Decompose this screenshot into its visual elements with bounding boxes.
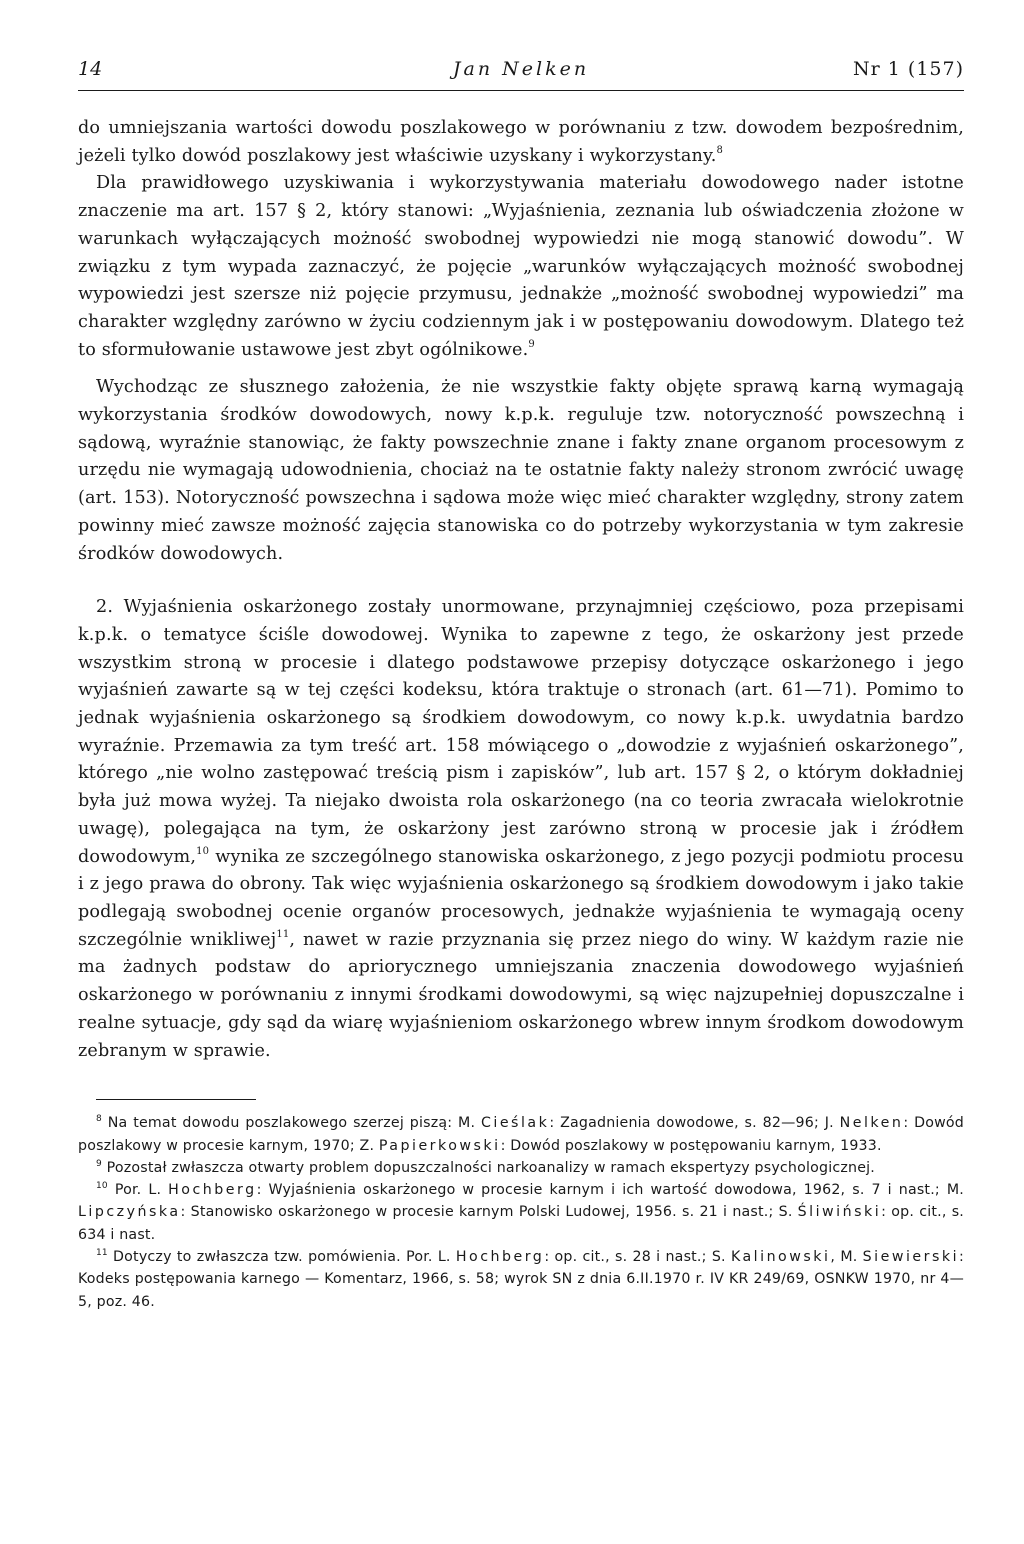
footnote-11	[78, 1246, 964, 1313]
footnote-8-text: : Dowód poszlakowy w postępowaniu karnym, 1933.	[500, 1137, 882, 1154]
footnote-8-author-2: Nelken	[839, 1115, 904, 1132]
header-rule	[78, 90, 964, 91]
footnote-11-text: : Kodeks postępowania karnego — Komentarz, 1966, s. 58; wyrok SN z dnia 6.II.1970 r. IV KR 249/69, OSNKW 1970, nr 4—5, poz. 46.	[78, 1248, 964, 1310]
footnote-8-author-1: Cieślak	[480, 1115, 550, 1132]
footnotes	[78, 1112, 964, 1313]
footnote-10	[78, 1179, 964, 1246]
footnote-9	[78, 1157, 964, 1179]
footnote-8-text: Na temat dowodu poszlakowego szerzej piszą: M.	[101, 1115, 481, 1132]
paragraph-4-text-b: wynika ze szczególnego stanowiska oskarżonego, z jego pozycji podmiotu procesu i z jego prawa do obrony. Tak więc wyjaśnienia oskarżonego są środkiem dowodowym i jako takie podlegają swobodnej ocenie organów procesowych, jednakże wyjaśnienia te wymagają oceny szczególnie wnikliwej	[78, 846, 964, 950]
issue-number: Nr 1 (157)	[853, 58, 964, 80]
footnote-11-text: : op. cit., s. 28 i nast.; S.	[544, 1248, 731, 1265]
footnote-10-text: Por. L.	[107, 1182, 169, 1199]
footnote-11-author-2: Kalinowski	[730, 1248, 831, 1265]
footnote-10-text: : Stanowisko oskarżonego w procesie karnym Polski Ludowej, 1956. s. 21 i nast.; S.	[180, 1204, 798, 1221]
footnote-8-text: : Dowód poszlakowy w procesie karnym, 1970; Z.	[78, 1115, 964, 1154]
footnote-10-author-1: Hochberg	[168, 1182, 257, 1199]
paragraph-4-text-c: , nawet w razie przyznania się przez niego do winy. W każdym razie nie ma żadnych podstaw do apriorycznego umniejszania znaczenia dowodowego wyjaśnień oskarżonego w porównaniu z innymi środkami dowodowymi, są więc najzupełniej dopuszczalne i realne sytuacje, gdy sąd da wiarę wyjaśnieniom oskarżonego wbrew innym środkom dowodowym zebranym w sprawie.	[78, 929, 964, 1061]
footnote-8-number: 8	[96, 1114, 102, 1125]
paragraph-4	[78, 594, 964, 1065]
paragraph-1-text: do umniejszania wartości dowodu poszlakowego w porównaniu z tzw. dowodem bezpośrednim, jeżeli tylko dowód poszlakowy jest właściwie uzyskany i wykorzystany.	[78, 118, 964, 166]
footnote-9-text: Pozostał zwłaszcza otwarty problem dopuszczalności narkoanalizy w ramach ekspertyzy psychologicznej.	[101, 1159, 875, 1176]
footnote-10-text: : Wyjaśnienia oskarżonego w procesie karnym i ich wartość dowodowa, 1962, s. 7 i nast.; M.	[256, 1182, 964, 1199]
footnote-11-text: , M.	[830, 1248, 863, 1265]
paragraph-3: Wychodząc ze słusznego założenia, że nie wszystkie fakty objęte sprawą karną wymagają wykorzystania środków dowodowych, nowy k.p.k. reguluje tzw. notoryczność powszechną i sądową, wyraźnie stanowiąc, że fakty powszechnie znane i fakty znane organom procesowym z urzędu nie wymagają udowodnienia, chociaż na te ostatnie fakty należy stronom zwrócić uwagę (art. 153). Notoryczność powszechna i sądowa może więc mieć charakter względny, strony zatem powinny mieć zawsze możność zajęcia stanowiska co do potrzeby wykorzystania w tym zakresie środków dowodowych.	[78, 377, 964, 564]
footnote-11-number: 11	[96, 1247, 108, 1258]
footnote-10-text: : op. cit., s. 634 i nast.	[78, 1204, 964, 1243]
footnote-8	[78, 1112, 964, 1157]
footnote-11-author-3: Siewierski	[862, 1248, 960, 1265]
paragraph-1	[78, 115, 964, 170]
footnote-ref-8: 8	[716, 144, 724, 156]
page-number: 14	[78, 58, 103, 80]
footnote-11-author-1: Hochberg	[455, 1248, 545, 1265]
footnote-10-number: 10	[96, 1181, 108, 1192]
running-header	[78, 58, 964, 90]
running-author: Jan Nelken	[452, 58, 590, 80]
footnote-10-author-3: Śliwiński	[797, 1204, 882, 1221]
footnote-8-text: : Zagadnienia dowodowe, s. 82—96; J.	[549, 1115, 840, 1132]
footnote-ref-11: 11	[276, 928, 290, 940]
paragraph-2	[78, 170, 964, 364]
footnote-ref-9: 9	[528, 338, 535, 350]
paragraph-4-text-a: 2. Wyjaśnienia oskarżonego zostały unormowane, przynajmniej częściowo, poza przepisami k.p.k. o tematyce ściśle dowodowej. Wynika to zapewne z tego, że oskarżony jest przede wszystkim stroną w procesie i dlatego podstawowe przepisy dotyczące oskarżonego i jego wyjaśnień zawarte są w tej części kodeksu, która traktuje o stronach (art. 61—71). Pomimo to jednak wyjaśnienia oskarżonego są środkiem dowodowym, co nowy k.p.k. uwydatnia bardzo wyraźnie. Przemawia za tym treść art. 158 mówiącego o „dowodzie z wyjaśnień oskarżonego”, którego „nie wolno zastępować treścią pism i zapisków”, lub art. 157 § 2, o którym dokładniej była już mowa wyżej. Ta niejako dwoista rola oskarżonego (na co teoria zwracała wielokrotnie uwagę), polegająca na tym, że oskarżony jest zarówno stroną w procesie jak i źródłem dowodowym,	[78, 597, 964, 867]
footnote-rule	[96, 1099, 256, 1100]
article-body	[78, 115, 964, 1065]
footnote-8-author-3: Papierkowski	[378, 1137, 501, 1154]
footnote-9-number: 9	[96, 1158, 102, 1169]
footnote-11-text: Dotyczy to zwłaszcza tzw. pomówienia. Por. L.	[107, 1248, 456, 1265]
footnote-ref-10: 10	[196, 845, 210, 857]
paragraph-2-text: Dla prawidłowego uzyskiwania i wykorzystywania materiału dowodowego nader istotne znaczenie ma art. 157 § 2, który stanowi: „Wyjaśnienia, zeznania lub oświadczenia złożone w warunkach wyłączających możność swobodnej wypowiedzi nie mogą stanowić dowodu”. W związku z tym wypada zaznaczyć, że pojęcie „warunków wyłączających możność swobodnej wypowiedzi jest szersze niż pojęcie przymusu, jednakże „możność swobodnej wypowiedzi” ma charakter względny zarówno w życiu codziennym jak i w postępowaniu dowodowym. Dlatego też to sformułowanie ustawowe jest zbyt ogólnikowe.	[78, 173, 964, 360]
footnote-10-author-2: Lipczyńska	[78, 1204, 181, 1221]
